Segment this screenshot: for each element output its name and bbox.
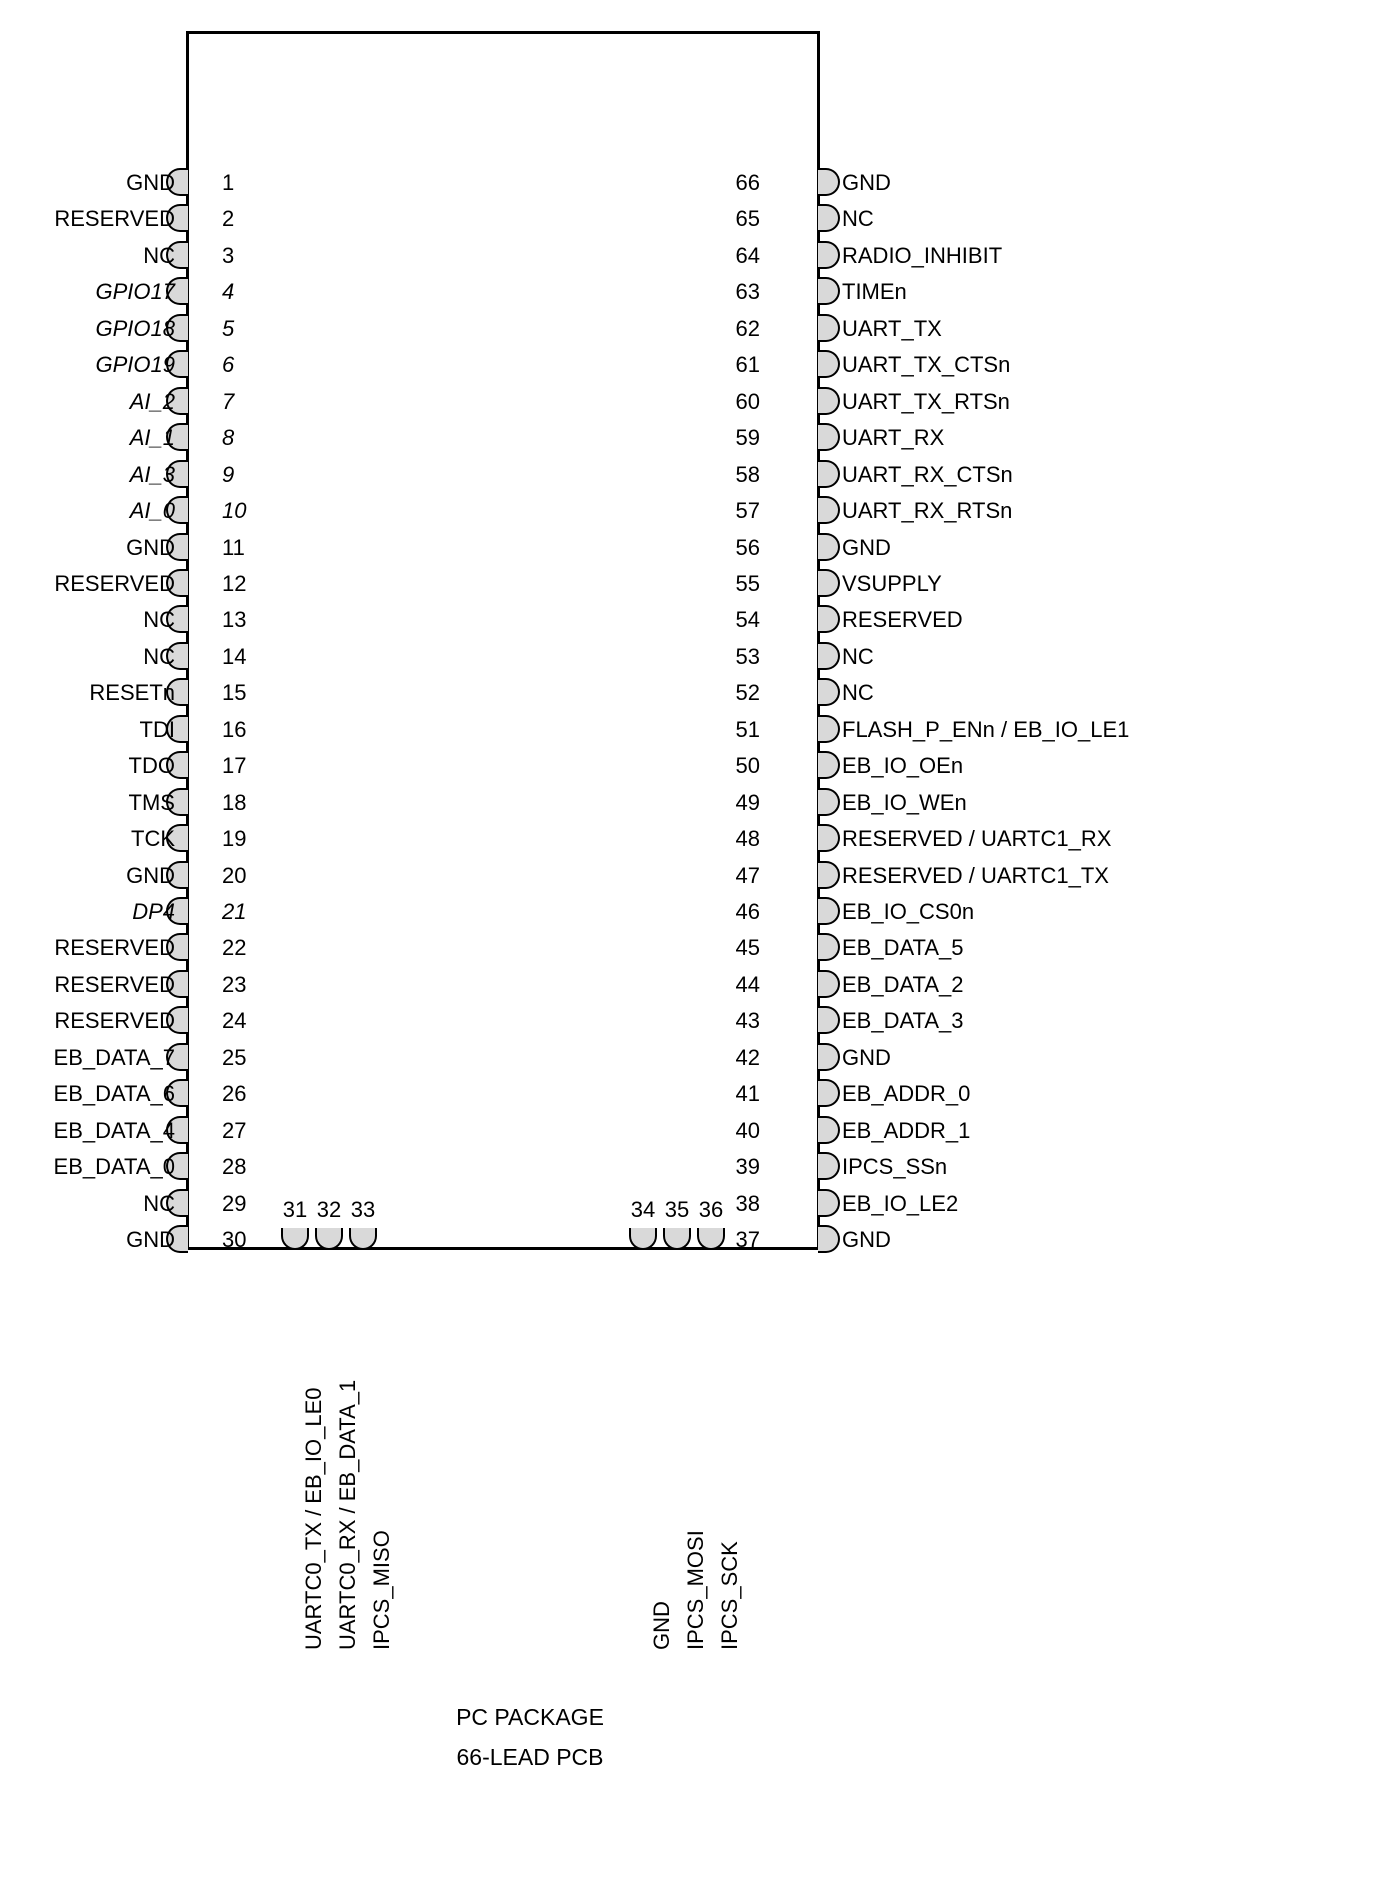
pin-number-28: 28 [222, 1154, 247, 1180]
pin-pad-37 [818, 1225, 840, 1253]
pin-pad-51 [818, 715, 840, 743]
package-name-line2: 66-LEAD PCB [456, 1744, 604, 1770]
pin-label-34: GND [649, 1601, 674, 1650]
pin-label-46: EB_IO_CS0n [842, 899, 975, 924]
pin-label-27: EB_DATA_4 [53, 1117, 175, 1143]
pin-label-16: TDI [139, 716, 175, 742]
pin-label-56: GND [842, 534, 891, 560]
pin-number-49: 49 [735, 789, 760, 815]
pin-number-11: 11 [222, 534, 245, 560]
pin-label-43: EB_DATA_3 [842, 1008, 964, 1034]
pin-number-21: 21 [222, 899, 247, 924]
pin-label-38: EB_IO_LE2 [842, 1190, 959, 1216]
pin-pad-54 [818, 605, 840, 633]
pin-label-65: NC [842, 206, 874, 232]
pin-number-60: 60 [735, 388, 760, 414]
pin-number-17: 17 [222, 753, 247, 779]
pin-label-5: GPIO18 [95, 315, 175, 341]
pin-label-31: UARTC0_TX / EB_IO_LE0 [301, 1387, 326, 1650]
pin-number-52: 52 [735, 680, 760, 706]
pin-number-5: 5 [222, 315, 235, 341]
pin-label-32: UARTC0_RX / EB_DATA_1 [335, 1379, 360, 1650]
pin-label-19: TCK [131, 826, 175, 852]
pin-label-55: VSUPPLY [842, 570, 942, 596]
pin-label-2: RESERVED [54, 206, 175, 232]
pin-number-6: 6 [222, 352, 235, 378]
pin-number-25: 25 [222, 1044, 247, 1070]
pin-pad-41 [818, 1079, 840, 1107]
pin-label-17: TDO [128, 753, 175, 779]
pin-number-48: 48 [735, 826, 760, 852]
pin-number-4: 4 [222, 279, 235, 305]
pin-label-64: RADIO_INHIBIT [842, 242, 1003, 268]
pin-label-28: EB_DATA_0 [53, 1154, 175, 1180]
pin-number-56: 56 [735, 534, 760, 560]
pin-pad-44 [818, 970, 840, 998]
pin-number-35: 35 [664, 1197, 690, 1222]
pin-number-19: 19 [222, 826, 247, 852]
pin-pad-61 [818, 350, 840, 378]
pin-pad-52 [818, 678, 840, 706]
pin-label-54: RESERVED [842, 607, 963, 633]
pin-number-27: 27 [222, 1117, 247, 1143]
pin-label-59: UART_RX [842, 425, 945, 451]
pin-number-53: 53 [735, 643, 760, 669]
pin-number-8: 8 [222, 425, 235, 451]
pin-number-24: 24 [222, 1008, 247, 1034]
pin-pad-66 [818, 168, 840, 196]
pin-pad-45 [818, 933, 840, 961]
pin-label-10: AI_0 [129, 498, 175, 524]
pin-number-55: 55 [735, 570, 760, 596]
pin-number-40: 40 [735, 1117, 760, 1143]
pin-number-38: 38 [735, 1190, 760, 1216]
pin-number-29: 29 [222, 1190, 247, 1216]
pin-number-46: 46 [735, 899, 760, 924]
pin-pad-64 [818, 241, 840, 269]
pin-number-12: 12 [222, 570, 247, 596]
pin-number-7: 7 [222, 388, 235, 414]
pin-number-47: 47 [735, 862, 760, 888]
pin-label-8: AI_1 [129, 425, 175, 451]
pin-pad-53 [818, 642, 840, 670]
pin-pad-42 [818, 1043, 840, 1071]
pin-number-62: 62 [735, 315, 760, 341]
pin-label-23: RESERVED [54, 971, 175, 997]
package-name-line1: PC PACKAGE [456, 1704, 604, 1730]
pin-label-42: GND [842, 1044, 891, 1070]
pin-label-66: GND [842, 170, 891, 195]
pin-number-36: 36 [698, 1197, 724, 1222]
pin-pad-40 [818, 1116, 840, 1144]
pin-number-65: 65 [735, 206, 760, 232]
pin-pad-60 [818, 387, 840, 415]
pin-label-7: AI_2 [129, 388, 175, 414]
pin-number-22: 22 [222, 935, 247, 961]
pin-label-3: NC [143, 242, 175, 268]
pin-label-63: TIMEn [842, 279, 907, 305]
pin-label-37: GND [842, 1227, 891, 1253]
pin-number-44: 44 [735, 971, 760, 997]
pin-label-12: RESERVED [54, 570, 175, 596]
pin-number-63: 63 [735, 279, 760, 305]
pin-label-6: GPIO19 [95, 352, 175, 378]
pin-label-53: NC [842, 643, 874, 669]
pin-label-50: EB_IO_OEn [842, 753, 964, 779]
pin-number-9: 9 [222, 461, 235, 487]
pin-label-14: NC [143, 643, 175, 669]
pin-number-51: 51 [735, 716, 760, 742]
pin-number-2: 2 [222, 206, 235, 232]
pin-number-23: 23 [222, 971, 247, 997]
pin-number-59: 59 [735, 425, 760, 451]
pin-label-1: GND [126, 170, 175, 195]
pin-label-20: GND [126, 862, 175, 888]
pin-number-20: 20 [222, 862, 247, 888]
pin-number-41: 41 [735, 1081, 760, 1107]
pin-label-61: UART_TX_CTSn [842, 352, 1011, 378]
pin-number-13: 13 [222, 607, 247, 633]
pin-label-18: TMS [128, 789, 175, 815]
pin-label-36: IPCS_SCK [717, 1541, 742, 1650]
pin-label-4: GPIO17 [95, 279, 175, 305]
pin-number-16: 16 [222, 716, 247, 742]
pin-label-21: DP4 [132, 899, 175, 924]
pin-pad-59 [818, 423, 840, 451]
pin-label-26: EB_DATA_6 [53, 1081, 175, 1107]
pin-label-30: GND [126, 1227, 175, 1253]
pin-number-43: 43 [735, 1008, 760, 1034]
pin-number-1: 1 [222, 170, 235, 195]
pin-number-54: 54 [735, 607, 760, 633]
pin-label-13: NC [143, 607, 175, 633]
pin-number-10: 10 [222, 498, 247, 524]
pin-label-40: EB_ADDR_1 [842, 1117, 971, 1143]
pin-number-64: 64 [735, 242, 760, 268]
pin-number-31: 31 [282, 1197, 308, 1222]
pin-label-39: IPCS_SSn [842, 1154, 948, 1180]
pin-number-32: 32 [316, 1197, 342, 1222]
pin-number-15: 15 [222, 680, 247, 706]
pin-number-42: 42 [735, 1044, 760, 1070]
pin-pad-57 [818, 496, 840, 524]
pin-label-9: AI_3 [129, 461, 175, 487]
pin-label-52: NC [842, 680, 874, 706]
pin-label-57: UART_RX_RTSn [842, 498, 1013, 524]
pin-label-24: RESERVED [54, 1008, 175, 1034]
pin-pad-58 [818, 460, 840, 488]
pin-label-47: RESERVED / UARTC1_TX [842, 862, 1109, 888]
pin-number-33: 33 [350, 1197, 376, 1222]
pin-pad-38 [818, 1189, 840, 1217]
pin-number-58: 58 [735, 461, 760, 487]
pin-number-34: 34 [630, 1197, 656, 1222]
pin-number-61: 61 [735, 352, 760, 378]
pin-label-22: RESERVED [54, 935, 175, 961]
pin-number-45: 45 [735, 935, 760, 961]
pin-pad-46 [818, 897, 840, 925]
pin-label-15: RESETn [89, 680, 175, 706]
pin-number-3: 3 [222, 242, 235, 268]
pin-number-18: 18 [222, 789, 247, 815]
pin-number-14: 14 [222, 643, 247, 669]
pin-number-66: 66 [735, 170, 760, 195]
pin-pad-47 [818, 861, 840, 889]
pin-pad-43 [818, 1006, 840, 1034]
pin-label-29: NC [143, 1190, 175, 1216]
pin-pad-62 [818, 314, 840, 342]
pin-number-37: 37 [735, 1227, 760, 1253]
pin-number-57: 57 [735, 498, 760, 524]
pin-label-58: UART_RX_CTSn [842, 461, 1013, 487]
pin-pad-65 [818, 204, 840, 232]
pin-number-30: 30 [222, 1227, 247, 1253]
pin-label-33: IPCS_MISO [369, 1530, 394, 1650]
pin-label-62: UART_TX [842, 315, 942, 341]
pin-pad-63 [818, 277, 840, 305]
pin-label-49: EB_IO_WEn [842, 789, 967, 815]
pin-pad-55 [818, 569, 840, 597]
pin-label-51: FLASH_P_ENn / EB_IO_LE1 [842, 716, 1130, 742]
pin-label-44: EB_DATA_2 [842, 971, 964, 997]
pin-label-60: UART_TX_RTSn [842, 388, 1010, 414]
pin-label-25: EB_DATA_7 [53, 1044, 175, 1070]
pin-pad-56 [818, 533, 840, 561]
pin-label-48: RESERVED / UARTC1_RX [842, 826, 1112, 852]
pin-label-35: IPCS_MOSI [683, 1530, 708, 1650]
pin-pad-50 [818, 751, 840, 779]
pin-number-26: 26 [222, 1081, 247, 1107]
pin-pad-39 [818, 1152, 840, 1180]
pin-label-45: EB_DATA_5 [842, 935, 964, 961]
pin-label-11: GND [126, 534, 175, 560]
pin-number-50: 50 [735, 753, 760, 779]
pin-pad-49 [818, 788, 840, 816]
pin-label-41: EB_ADDR_0 [842, 1081, 971, 1107]
pin-number-39: 39 [735, 1154, 760, 1180]
pin-pad-48 [818, 824, 840, 852]
